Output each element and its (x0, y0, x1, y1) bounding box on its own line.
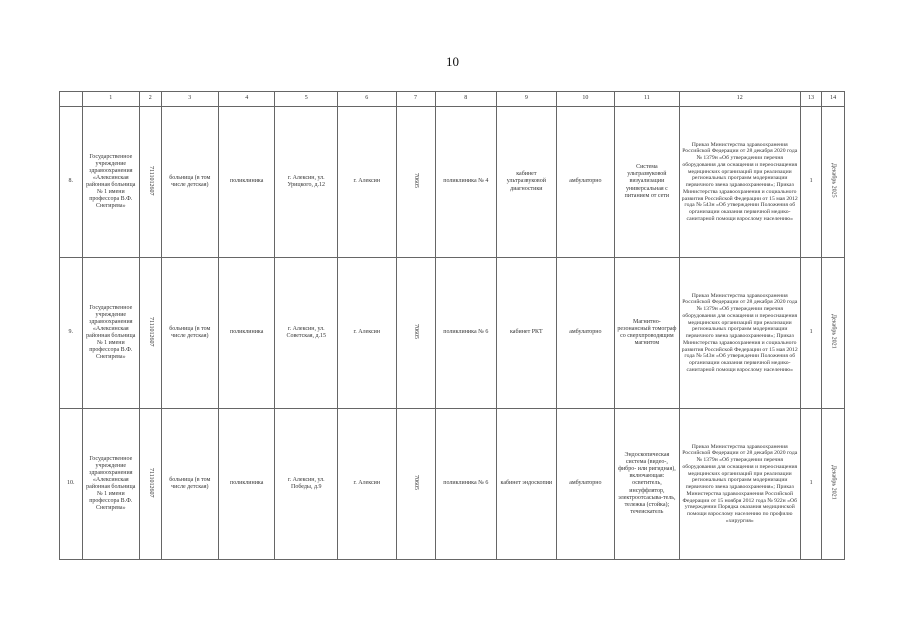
subdivision: поликлиника (219, 107, 275, 258)
column-number: 14 (822, 92, 845, 107)
table-row (60, 409, 845, 560)
institution-name: Государственное учреждение здравоохранения «Алексинская районная больница № 1 имени профессора В.Ф. Снегирева» (82, 409, 139, 560)
equipment-table (59, 91, 845, 560)
legal-basis: Приказ Министерства здравоохранения Российской Федерации от 28 декабря 2020 года № 1379н «Об утверждении перечня оборудования для оснащения и переоснащения медицинских организаций при реализации региональных программ модернизации первичного звена здравоохранения»; Приказ Министерства здравоохранения и социального развития Российской Федерации от 15 мая 2012 года № 543н «Об утверждении Положения об организации оказания первичной медико-санитарной помощи взрослому населению» (679, 107, 800, 258)
oktmo-cell (396, 107, 435, 258)
city: г. Алексин (338, 409, 396, 560)
date-cell (822, 258, 845, 409)
delivery-date: Декабрь 2025 (830, 163, 837, 198)
unit-name: поликлиника № 6 (435, 409, 497, 560)
row-number: 10. (60, 409, 83, 560)
institution-type: больница (в том числе детская) (161, 107, 218, 258)
care-form: амбулаторно (556, 107, 614, 258)
address: г. Алексин, ул. Победы, д.9 (275, 409, 338, 560)
column-number: 1 (82, 92, 139, 107)
institution-code: 7111012607 (147, 316, 154, 347)
institution-type: больница (в том числе детская) (161, 409, 218, 560)
delivery-date: Декабрь 2021 (830, 314, 837, 349)
column-number: 4 (219, 92, 275, 107)
column-number: 3 (161, 92, 218, 107)
equipment-name: Магнитно-резонансный томограф со сверхпроводящим магнитом (615, 258, 680, 409)
room-name: кабинет ультразвуковой диагностики (497, 107, 557, 258)
quantity: 1 (800, 258, 822, 409)
institution-code: 7111012607 (147, 165, 154, 196)
institution-type: больница (в том числе детская) (161, 258, 218, 409)
city: г. Алексин (338, 258, 396, 409)
column-number-row (60, 92, 845, 107)
room-name: кабинет эндоскопии (497, 409, 557, 560)
column-spacer (60, 92, 83, 107)
equipment-name: Система ультразвуковой визуализации универсальная с питанием от сети (615, 107, 680, 258)
unit-name: поликлиника № 6 (435, 258, 497, 409)
column-number: 10 (556, 92, 614, 107)
column-number: 6 (338, 92, 396, 107)
oktmo-code: 70605 (413, 474, 420, 490)
address: г. Алексин, ул. Урицкого, д.12 (275, 107, 338, 258)
row-number: 8. (60, 107, 83, 258)
page-number: 10 (446, 54, 459, 69)
date-cell (822, 107, 845, 258)
unit-name: поликлиника № 4 (435, 107, 497, 258)
column-number: 13 (800, 92, 822, 107)
institution-code-cell (140, 409, 162, 560)
column-number: 9 (497, 92, 557, 107)
address: г. Алексин, ул. Советская, д.15 (275, 258, 338, 409)
city: г. Алексин (338, 107, 396, 258)
oktmo-code: 70605 (413, 172, 420, 188)
legal-basis: Приказ Министерства здравоохранения Российской Федерации от 28 декабря 2020 года № 1379н «Об утверждении перечня оборудования для оснащения и переоснащения медицинских организаций при реализации региональных программ модернизации первичного звена здравоохранения»; Приказ Министерства здравоохранения и социального развития Российской Федерации от 15 мая 2012 года № 543н «Об утверждении Положения об организации оказания первичной медико-санитарной помощи взрослому населению» (679, 258, 800, 409)
institution-name: Государственное учреждение здравоохранения «Алексинская районная больница № 1 имени профессора В.Ф. Снегирева» (82, 107, 139, 258)
room-name: кабинет РКТ (497, 258, 557, 409)
row-number: 9. (60, 258, 83, 409)
subdivision: поликлиника (219, 258, 275, 409)
subdivision: поликлиника (219, 409, 275, 560)
date-cell (822, 409, 845, 560)
table-row (60, 258, 845, 409)
care-form: амбулаторно (556, 258, 614, 409)
column-number: 5 (275, 92, 338, 107)
oktmo-cell (396, 409, 435, 560)
equipment-name: Эндоскопическая система (видео-, фибро- или ригидная), включающая: осветитель, инсуффлятор, электроотсасыва-тель, тележка (стойка); течеискатель (615, 409, 680, 560)
column-number: 8 (435, 92, 497, 107)
institution-code-cell (140, 258, 162, 409)
table-row (60, 107, 845, 258)
institution-name: Государственное учреждение здравоохранения «Алексинская районная больница № 1 имени профессора В.Ф. Снегирева» (82, 258, 139, 409)
quantity: 1 (800, 409, 822, 560)
oktmo-code: 70605 (413, 323, 420, 339)
institution-code: 7111012607 (147, 467, 154, 498)
institution-code-cell (140, 107, 162, 258)
quantity: 1 (800, 107, 822, 258)
oktmo-cell (396, 258, 435, 409)
column-number: 11 (615, 92, 680, 107)
column-number: 12 (679, 92, 800, 107)
care-form: амбулаторно (556, 409, 614, 560)
column-number: 2 (140, 92, 162, 107)
delivery-date: Декабрь 2021 (830, 465, 837, 500)
legal-basis: Приказ Министерства здравоохранения Российской Федерации от 28 декабря 2020 года № 1379н «Об утверждении перечня оборудования для оснащения и переоснащения медицинских организаций при реализации региональных программ модернизации первичного звена здравоохранения»; Приказ Министерства здравоохранения Российской Федерации от 15 ноября 2012 года № 922н «Об утверждении Порядка оказания медицинской помощи взрослому населению по профилю «хирургия» (679, 409, 800, 560)
column-number: 7 (396, 92, 435, 107)
